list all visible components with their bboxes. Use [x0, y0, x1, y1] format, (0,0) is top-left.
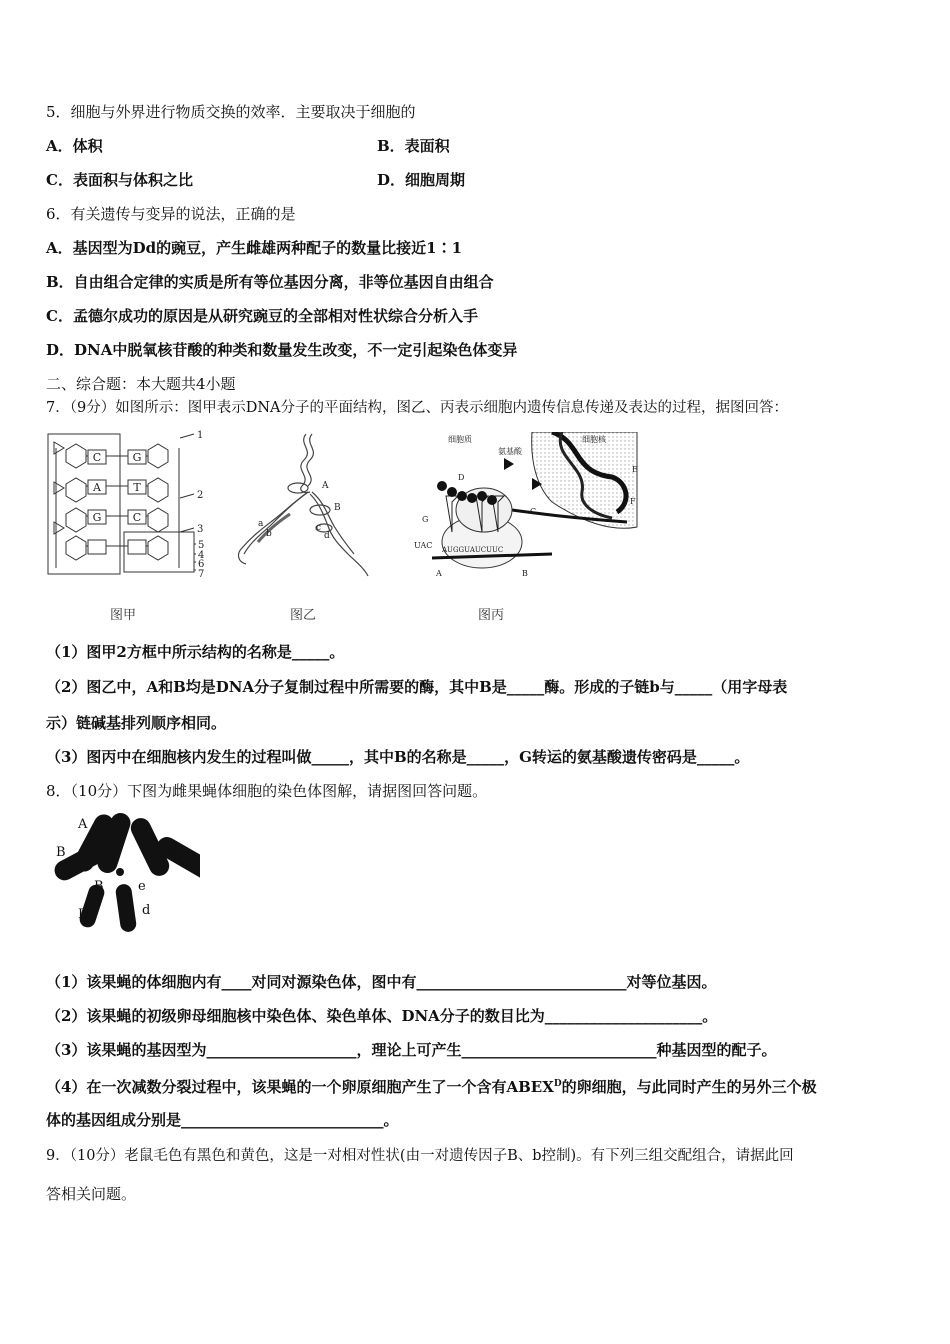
bing-label-nucleus: 细胞核: [582, 435, 606, 444]
q9-line1: 9．（10分）老鼠毛色有黑色和黄色，这是一对相对性状(由一对遗传因子B、b控制)。有下列三组交配组合，请据此回: [46, 1148, 794, 1164]
bing-label-amino-acid: 氨基酸: [498, 447, 522, 456]
yi-label-b: b: [266, 529, 272, 539]
yi-label-a: a: [258, 519, 264, 529]
jia-number-6: 6: [198, 559, 205, 570]
figure-bing-label: 图丙: [478, 608, 505, 623]
q8-sub2: （2）该果蝇的初级卵母细胞核中染色体、染色单体、DNA分子的数目比为_____________________。: [46, 1007, 718, 1025]
chromosome-label-D: D: [78, 907, 89, 922]
q8-sub4-text-b: 的卵细胞，与此同时产生的另外三个极: [561, 1078, 817, 1096]
jia-base-left-3: G: [92, 511, 102, 524]
figure-jia-label: 图甲: [110, 608, 137, 623]
q5-option-c: C．表面积与体积之比: [46, 171, 193, 189]
figure-jia-dna-structure: [44, 428, 214, 588]
figure-bing-expression: [412, 432, 642, 582]
bing-label-G: G: [422, 515, 429, 524]
yi-label-c: c: [316, 523, 322, 533]
q8-sub4-line2: 体的基因组成分别是___________________________。: [46, 1111, 399, 1129]
q8-stem: 8．（10分）下图为雌果蝇体细胞的染色体图解，请据图回答问题。: [46, 782, 488, 800]
q9-line2: 答相关问题。: [46, 1185, 137, 1203]
yi-label-d: d: [324, 531, 330, 541]
chromosome-label-B2: B: [94, 879, 104, 894]
bing-label-mrna: AUGGUAUCUUC: [442, 546, 504, 554]
bing-label-anticodon: UAC: [414, 541, 433, 550]
q7-stem: 7．（9分）如图所示：图甲表示DNA分子的平面结构，图乙、丙表示细胞内遗传信息传递及表达的过程，据图回答：: [46, 400, 788, 416]
section-heading: 二、综合题：本大题共4小题: [46, 375, 236, 393]
chromosome-label-E: E: [166, 845, 176, 860]
chromosome-label-a: a: [118, 827, 126, 842]
yi-label-B: B: [334, 503, 341, 513]
q6-option-c: C．孟德尔成功的原因是从研究豌豆的全部相对性状综合分析入手: [46, 307, 478, 325]
figure-yi-replication: [228, 430, 378, 580]
chromosome-label-A: A: [78, 817, 88, 832]
jia-number-5: 5: [198, 540, 205, 551]
figure-yi-label: 图乙: [290, 608, 317, 623]
chromosome-label-B: B: [56, 845, 66, 860]
jia-number-7: 7: [198, 569, 205, 580]
q8-sub3: （3）该果蝇的基因型为____________________，理论上可产生__________________________种基因型的配子。: [46, 1041, 777, 1059]
jia-base-left-2: A: [93, 481, 101, 494]
q5-option-d: D．细胞周期: [377, 171, 466, 189]
q6-stem: 6．有关遗传与变异的说法，正确的是: [46, 205, 296, 223]
jia-base-right-2: T: [133, 481, 141, 494]
q8-sub4-superscript: D: [553, 1079, 562, 1089]
bing-label-cytoplasm: 细胞质: [448, 435, 472, 444]
q6-option-a: A．基因型为Dd的豌豆，产生雌雄两种配子的数量比接近1∶1: [46, 239, 463, 257]
bing-label-C: C: [530, 507, 537, 516]
jia-base-right-1: G: [132, 451, 142, 464]
jia-base-right-3: C: [132, 511, 142, 524]
q8-sub4-text-a: （4）在一次减数分裂过程中，该果蝇的一个卵原细胞产生了一个含有ABEX: [46, 1078, 554, 1096]
q7-sub1: （1）图甲2方框中所示结构的名称是_____。: [46, 643, 345, 661]
jia-number-3: 3: [197, 524, 204, 535]
jia-number-1: 1: [197, 430, 204, 441]
q5-stem: 5．细胞与外界进行物质交换的效率．主要取决于细胞的: [46, 103, 416, 121]
q5-option-a: A．体积: [46, 137, 103, 155]
q6-option-d: D．DNA中脱氧核苷酸的种类和数量发生改变，不一定引起染色体变异: [46, 341, 518, 359]
bing-label-F: F: [630, 497, 636, 506]
jia-number-2: 2: [197, 490, 204, 501]
bing-label-B: B: [522, 569, 528, 578]
yi-label-A: A: [322, 481, 329, 491]
q8-sub4-line1: [46, 1074, 817, 1097]
q7-sub3: （3）图丙中在细胞核内发生的过程叫做_____，其中B的名称是_____，G转运的氨基酸遗传密码是_____。: [46, 748, 750, 766]
bing-label-D: D: [458, 473, 465, 482]
chromosome-label-d: d: [142, 903, 151, 918]
jia-number-4: 4: [198, 550, 205, 561]
jia-base-left-1: C: [92, 451, 102, 464]
chromosome-label-e: e: [138, 879, 146, 894]
bing-label-E: E: [632, 465, 638, 474]
q7-sub2-line1: （2）图乙中，A和B均是DNA分子复制过程中所需要的酶，其中B是_____酶。形成的子链b与_____（用字母表: [46, 678, 788, 696]
bing-label-A: A: [436, 569, 442, 578]
q6-option-b: B．自由组合定律的实质是所有等位基因分离，非等位基因自由组合: [46, 273, 494, 291]
figure-chromosomes: [50, 810, 200, 940]
q5-option-b: B．表面积: [377, 137, 450, 155]
q8-sub1: （1）该果蝇的体细胞内有____对同对源染色体，图中有____________________________对等位基因。: [46, 973, 717, 991]
q7-sub2-line2: 示）链碱基排列顺序相同。: [46, 714, 227, 732]
